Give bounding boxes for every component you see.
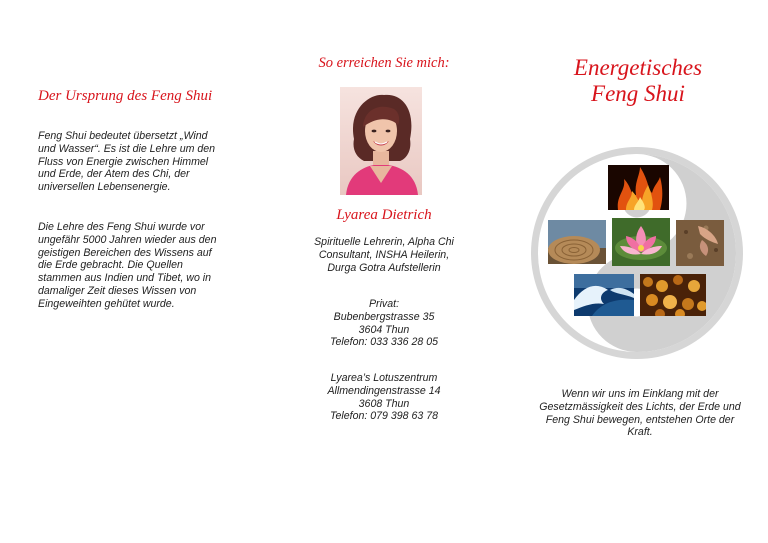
contact-name: Lyarea Dietrich — [336, 207, 432, 223]
title-line-1: Energetisches — [573, 55, 703, 80]
water-image — [574, 274, 634, 316]
lotus-image — [612, 218, 670, 266]
origin-paragraph-1: Feng Shui bedeutet übersetzt „Wind und Wasser“. Es ist die Lehre um den Fluss von Energie zwischen Himmel und Erde, der Atem des Chi, der universellen Lebensenergie. — [38, 130, 216, 194]
brochure-title — [540, 55, 736, 107]
role-line: Durga Gotra Aufstellerin — [327, 261, 441, 274]
private-label: Privat: — [368, 298, 400, 310]
center-city: 3608 Thun — [358, 397, 410, 410]
fire-image — [608, 165, 669, 210]
center-name: Lyarea’s Lotuszentrum — [330, 372, 438, 384]
earth-image — [676, 220, 724, 266]
center-phone: Telefon: 079 398 63 78 — [330, 410, 438, 423]
role-line: Consultant, INSHA Heilerin, — [318, 248, 450, 261]
private-city: 3604 Thun — [358, 323, 410, 336]
title-line-2: Feng Shui — [591, 81, 685, 106]
origin-heading: Der Ursprung des Feng Shui — [38, 88, 213, 104]
center-street: Allmendingenstrasse 14 — [327, 384, 441, 397]
private-address-block — [274, 298, 494, 349]
origin-paragraph-2: Die Lehre des Feng Shui wurde vor ungefähr 5000 Jahren wieder aus den geistigen Bereichen des Wissens auf die Erde gebracht. Die Quellen stammen aus Indien und Tibet, wo in damaliger Zeit dieses Wissen von Eingeweihten gehütet wurde. — [38, 221, 217, 310]
portrait-illustration — [340, 87, 422, 195]
center-address-block — [274, 372, 494, 423]
roles-block — [274, 236, 494, 274]
private-street: Bubenbergstrasse 35 — [333, 310, 435, 323]
closing-caption: Wenn wir uns im Einklang mit der Gesetzmässigkeit des Lichts, der Erde und Feng Shui bewegen, entstehen Orte der Kraft. — [539, 388, 741, 439]
metal-image — [640, 274, 706, 316]
portrait-photo — [340, 87, 422, 195]
contact-heading: So erreichen Sie mich: — [318, 55, 450, 71]
private-phone: Telefon: 033 336 28 05 — [330, 336, 438, 349]
role-line: Spirituelle Lehrerin, Alpha Chi — [314, 236, 454, 248]
wood-image — [548, 220, 606, 264]
